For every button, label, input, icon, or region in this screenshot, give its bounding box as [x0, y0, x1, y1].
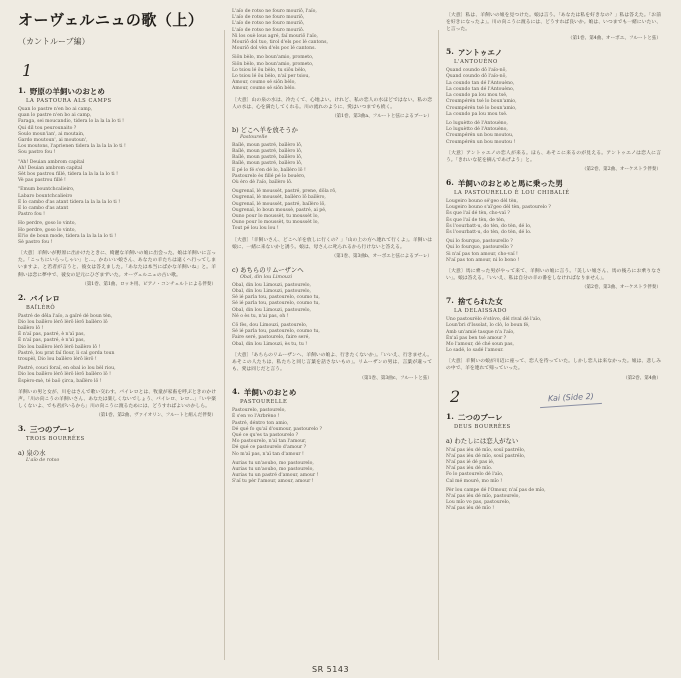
lyrics-verse: Ougrenaï, lé moussèt, pastré, prene, dôla rô, Ougrenaï, lé moussèt, baïlèro lô baïlèro, Ougrenaï, lé moussèt, pastré, baïlèro lô, Ougrenaï, lo boun moussè, pastré, ai pé, Ouno pour lo moussèt, tu moussèt lo, Ouno pour lo moussèt, tu moussèt lo, Tout pé lou lou lou ! — [232, 189, 337, 232]
track-note: （第1巻、第3曲a、フルートと弦によるブーレ） — [331, 113, 432, 119]
track-note: （第2巻、第2曲、オーケストラ伴奏） — [581, 166, 661, 172]
lyrics-verse: N'aï pas iéu dé mîo, souï pastrélo, N'aï pas iéu dé mîo, souï pastrélo, N'aï pas ié dé pas ié, N'aï pas iéu dé mîo. Fo lo pastourelo dé l'aïo, Cal mé mouré, mo mîo ! — [446, 447, 526, 484]
track-note: （第1巻、第2曲、ヴァイオリン、フルートと組んだ伴奏） — [96, 413, 216, 419]
section-heading: 1. 野原の羊飼いのおとめ — [18, 86, 105, 96]
section-french-title: LA DELAISSADO — [454, 308, 508, 315]
section-french-title: L'ANTOUÈNO — [454, 59, 498, 66]
section-french-title: DEUS BOURRÈES — [454, 423, 511, 430]
subsection-french-title: L'aïo de rotso — [26, 458, 60, 464]
translation-summary: 〔大意〕山の泉の水は、冷たくて、心地よい。けれど、私の恋人の水ほどではない。私の恋人の水は、心を満たしてくれる。川の流れのように、愛はいつまでも続く。 — [232, 97, 432, 110]
subsection-french-title: Pastourelle — [240, 134, 268, 140]
section-french-title: PASTOURELLE — [240, 399, 288, 406]
page-title: オーヴェルニュの歌（上） — [18, 11, 204, 29]
section-french-title: TROIS BOURRÉES — [26, 436, 85, 443]
lyrics-verse: Quan lo pastre n'en bo ai camp, quan lo pastre n'en bo ai camp, Faraga, sei moucandio, tidera lo la la la lo ti ! Qui dil tou peurounaito ? Soulo moun'ian', ai moutain, Gardo moutoun', ai moutoun', Los moutons, l'aprienen tidera la la la la lo ti ! Sou pastro fou ! — [18, 107, 126, 156]
lyrics-verse: Siôn bèlo, mo boun'amio, prometo, Siôn bèlo, mo boun'amio, prometo, Lo tsiou lé ôu bèlo, tu siôu bèlo, Lo tsiou lé ôu bèlo, n'aï per tsiou, Amour, coumo sé siôn bèlo, Amour, coumo sé siôn bèlo. — [232, 55, 314, 92]
track-note: （第2巻、第3曲、オーケストラ伴奏） — [581, 285, 661, 291]
part-number: 1 — [22, 61, 33, 80]
section-heading: 3. 三つのブーレ — [18, 424, 75, 435]
translation-summary: 羊飼いの男と女が、川をはさんで歌い交わす。バイレロとは、牧童が家畜を呼ぶときのかけ声。「川の向こうの羊飼いさん、あなたは楽しくないでしょう、バイレロ、レロ…」「いや楽しくないよ、でも君がいるから」川の向こうに渡るためには、どうすればよいのかしら。 — [18, 389, 216, 410]
translation-summary: 〔大意〕私は、羊飼いの娘を見つけた。娘は言う。「あなたは私を好きなの？」私は答えた。「お前を好きになったよ」。川の向こうに渡るには、どうすれば良いか。娘は、いつまでも一緒にいたい、と言った。 — [446, 13, 661, 33]
lyrics-verse: "Ah! Deuian ambrom capital Ah! Deuian ambrom capital Sèt bos pastrou fillé, tidera la la la la lo ti ! Vè pas pastrou fillé ! — [18, 159, 118, 184]
section-heading: 4. 羊飼いのおとめ — [232, 387, 297, 398]
lyrics-verse: Aurias tu un'aoubo, mo pastourelo, Aurias tu un'aoubo, mo pastourelo, Aurias tu un pastré d'amour, amour ! S'aï tu pèr l'amour, amour, amour ! — [232, 460, 319, 485]
lyrics-verse: Lo luguètto dé l'Antouèno, Lo luguètto dé l'Antouèno, Croumpérén un bou moutou, Croumpérén un bou moutou ! — [446, 120, 516, 145]
lyrics-verse: Quand coundo dô l'aïo-nô, Quand coundo dô l'aïo-nô, La coundo tan dé l'Antouèno, La coundo tan dé l'Antouèno, La coundo pa lou mou tsé, Croumpérén tsé lo boun'amio, Croumpérén tsé lo boun'amio, La coundo pa lou mou tsé. — [446, 68, 517, 117]
translation-summary: 〔大意〕アントゥエノの恋人が来る。ほら、あそこに来るのが見える。アントゥエノは恋人に言う。「きれいな花を摘んであげよう」と。 — [446, 150, 661, 163]
lyrics-verse: Pastré, couci foraï, en obal io lou bèl riou, Dio lou baïlèro lèrô lèrô lèrô baïlèro lô ! Èspèro-mè, té baô çirca, baïlèro lô ! — [18, 366, 116, 384]
lyrics-verse: Pastré de dêla l'aïo, a gaïré dé boun tèn, Dio lou baïlèro lèrô lèrô lèrô baïlèro lô baïlèro lô ! È n'aï pas, pastré, è n'aï pas, È n'aï pas, pastré, è n'aï pas, Dio lou baïlèro lèrô lèrô baïlèro lô ! Pastré, lou prat faï flour, li cal gorda toun troupèl, Dio lou baïlèro lèrô lèrô ! — [18, 313, 115, 363]
section-heading: 2. バイレロ — [18, 292, 60, 303]
section-heading: 6. 羊飼いのおとめと馬に乗った男 — [446, 177, 563, 188]
part-number: 2 — [450, 386, 461, 406]
subsection-heading: c) あちらのリムーザンへ — [232, 265, 304, 274]
lyrics-verse: Cô fès, dou Limouzi, pastourelo, Sé ié parla tou, pastourelo, coumo tu, Faire seré, pastourelo, faire seré, Obal, din lou Limouzi, ès tu, tu ! — [232, 323, 320, 347]
catalog-number: SR 5143 — [312, 665, 350, 674]
page-subtitle: （カントルーブ編） — [18, 37, 90, 46]
track-note: （第1巻、第4曲、オーボエ、フルートと弦） — [567, 36, 661, 42]
section-french-title: LA PASTOURELLO È LOU CHIBALIÉ — [454, 189, 570, 196]
lyrics-verse: "Emum bountchcalieiro, Labaro bountchcalieiro E lo cambo d'as atant tidera la la la la lo ti ! E lo cambo d'as atant Pastro fou ! — [18, 187, 121, 218]
lyrics-verse: L'aïo de rotso ne fouro mouriô, l'aïo, L'aïo de rotso ne fouro mouriô, L'aïo de rotso ne fouro mouriô, L'aïo de rotso ne fouro mouriô. Ni los ouè lous agré, faï mouriô l'aïo, Mouriô dol tuo, tirol d'els poc lé cantons, Mouriô dol vèn d'els poc lé cantons. — [232, 9, 328, 52]
translation-summary: 〔大意〕「あちらのリムーザンへ、羊飼いの娘よ、行きたくないか」。「いいえ、行きません。あそこの人たちは、私たちと同じ言葉を話さないもの」。リムーザンの男は、言葉が違っても、愛は同じだと言う。 — [232, 352, 432, 373]
section-french-title: BAÏLÈRÔ — [26, 304, 56, 311]
column-1 — [18, 0, 216, 463]
section-heading: 1. 二つのブーレ — [446, 411, 503, 422]
column-divider — [224, 30, 225, 660]
handwritten-signature: Kai (Side 2) — [547, 391, 595, 404]
lyrics-verse: Lougeiro bouno sé'geo dèl tèn, Lougeiro bouno s'aï'geo dèl tèn, pastourelo ? Ès que l'aï dé tèn, cho-vaï ? Ès que l'aï de tèn, de tèn, Ès l'oourbatt-u, do tèn, do tèn, dé lo, És l'oourbatt-u, do tèn, do tèn, dé lo. — [446, 198, 551, 235]
column-divider — [438, 30, 439, 660]
subsection-heading: a) 泉の水 — [18, 449, 46, 458]
lyrics-verse: Baïlé, moun pastré, baïlèro lô, Baïlé, moun pastré, baïlèro lô, Baïlé, moun pastré, baïlèro lô, Baïlé, moun pastré, baïlèro lô, E pé lo fé s'en dé lo, baïlèro lô ! Pastourelo ès fillé pé lo bouèro, Où èro dè l'aïo, baïlèro lô. — [232, 142, 306, 186]
subsection-heading: b) どこへ羊を放そうか — [232, 125, 298, 134]
column-3 — [446, 8, 661, 513]
translation-summary: 〔大意〕羊飼いが野原に出かけたときに、綺麗な羊飼いの娘に出会った。娘は羊飼いに言った。「こっちにいらっしゃい」と…。かわいい娘さん、あなたの羊たちは遠くへ行ってしまいますよ、と若者が言うと、彼女は答えました。「あなたは本当にばかな羊飼いね」と。羊飼いは恋に夢中で、彼女の足元にひざまずいた。オーヴェルニュの古い歌。 — [18, 251, 216, 278]
lyrics-verse: Pastourelo, pastourelo, É s'en vo l'Arbrèno ! Pastré, déntro ton amio, Dé qué fo qu'aï d'oumour, pastourelo ? Qué ce qu'es ta pastourelo ? Mo pastourelo, n'aï tan l'amour, Dé qué ce pastourelo d'amour ? No m'aï pas, n'aï tan d'amour ! — [232, 408, 322, 457]
track-note: （第2巻、第4曲） — [622, 375, 661, 381]
track-note: （第1巻、第3曲b、オーボエと弦によるブーレ） — [331, 253, 432, 259]
subsection-heading: a) わたしには恋人がない — [446, 436, 519, 445]
section-heading: 7. 捨てられた女 — [446, 296, 503, 307]
lyrics-verse: Qui lo fourquo, pastourello ? Qui lo fourquo, pastourello ? Si n'aï pas ton amour, cho-vaï ! N'aï pas ton amour, ni lo bono ! — [446, 239, 520, 263]
track-note: （第1巻、第1曲、ロッキ用、ピアノ・コンチェルトによる伴奏） — [82, 281, 216, 287]
section-french-title: LA PASTOURA ALS CAMPS — [26, 98, 112, 104]
section-heading: 5. アントゥエノ — [446, 47, 503, 58]
lyrics-verse: Pèr lou campe dé l'Omour, n'aï pas de mîo, N'aï pas iéu dé mîo, pastourelo, Lou mîo vo pas, pastourelo, N'aï pas iéu dé mîo ! — [446, 487, 546, 512]
subsection-french-title: Obal, din lou Limouzi — [240, 274, 293, 280]
translation-summary: 〔大意〕「羊飼いさん、どこへ羊を放しに行くの？」「山の上の方へ連れて行くよ」。羊飼いは娘に、一緒に来ないかと誘う。娘は、母さんに叱られるから行けないと答える。 — [232, 237, 432, 250]
translation-summary: 〔大意〕羊飼いの娘が川辺に座って、恋人を待っていた。しかし恋人は来なかった。娘は、悲しみの中で、羊を連れて帰っていった。 — [446, 359, 661, 372]
translation-summary: 〔大意〕馬に乗った男がやって来て、羊飼いの娘に言う。「美しい娘さん、馬の後ろにお乗りなさい」。娘は答える。「いいえ、私は自分の羊の番をしなければなりません」。 — [446, 268, 661, 282]
lyrics-verse: Uno pastourèlo é'stòvo, dèl rival dé l'aïo, Loun'bri d'Issolat, lo clò, lo boun fé, Amb un'amié tasque n'a l'aïo, Èn'aï pas ben tsé amour ? Mo l'amour, dé ché soun pas, Lo sadé, lo sadé l'amour. — [446, 317, 542, 354]
column-2 — [232, 6, 432, 486]
track-note: （第1巻、第3曲c、フルートと弦） — [359, 376, 432, 382]
lyrics-verse: Ho perdre, goso lo vinto, Ho perdre, goso lo vinto, El'io de boun mode, tidera la la la la lo ti ! Sè pastro fou ! — [18, 221, 117, 246]
lyrics-verse: Obal, din lou Limouzi, pastourelo, Obal, din lou Limouzi, pastourelo, Sé ié parla tou, pastourelo, coumo tu, Sé ié parla tou, pastourelo, coumo tu, Obal, din lou Limouzi, pastourelo, Né o ès tu, n'ai pas, oh ! — [232, 282, 320, 319]
